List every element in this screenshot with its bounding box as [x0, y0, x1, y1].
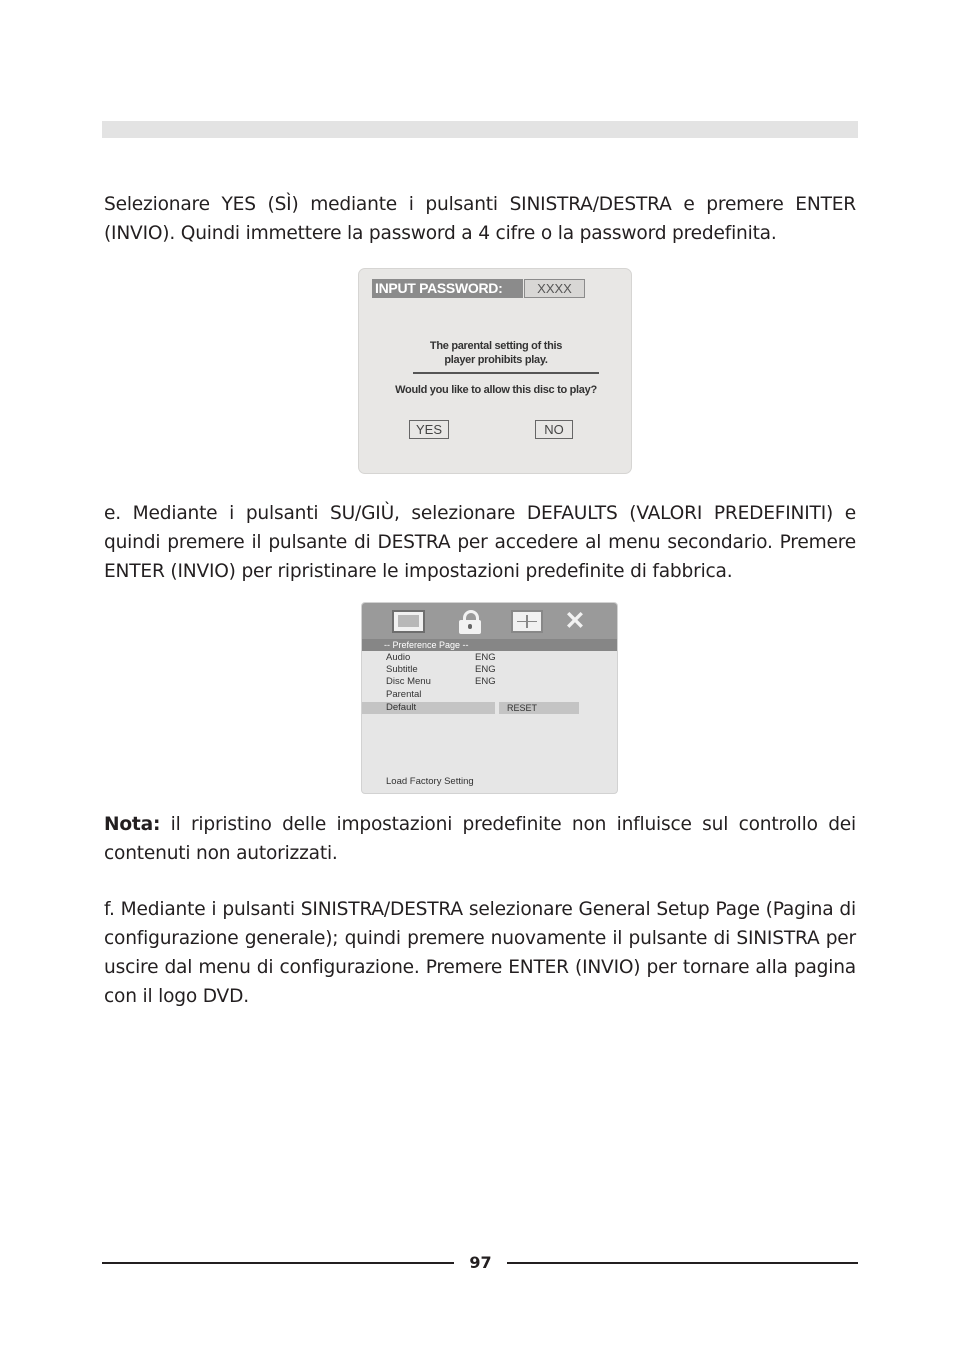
- load-factory-setting-text: Load Factory Setting: [386, 776, 474, 787]
- yes-button: YES: [409, 420, 449, 439]
- paragraph-defaults: e. Mediante i pulsanti SU/GIÙ, selezionare DEFAULTS (VALORI PREDEFINITI) e quindi premere il pulsante di DESTRA per accedere al menu secondario. Premere ENTER (INVIO) per ripristinare le impostazioni predefinite di fabbrica.: [104, 503, 856, 582]
- grid-icon: [511, 610, 543, 633]
- note-label: Nota:: [104, 814, 161, 835]
- row-subtitle: Subtitle ENG: [386, 664, 496, 675]
- paragraph-note: [104, 810, 856, 868]
- row-parental: Parental: [386, 689, 422, 700]
- close-icon: ✕: [564, 607, 586, 635]
- footer-rule-right: [507, 1262, 858, 1264]
- page-number: 97: [469, 1253, 492, 1272]
- preference-page-title: -- Preference Page --: [362, 639, 617, 651]
- row-disc-menu: Disc Menu ENG: [386, 676, 496, 687]
- header-bar: [102, 121, 858, 138]
- row-default: Default: [362, 702, 495, 714]
- note-text: il ripristino delle impostazioni predefinite non influisce sul controllo dei contenuti non autorizzati.: [104, 814, 856, 864]
- parental-message: [379, 339, 613, 367]
- setup-icon-bar: [362, 603, 617, 639]
- paragraph-select-yes: Selezionare YES (SÌ) mediante i pulsanti SINISTRA/DESTRA e premere ENTER (INVIO). Quindi immettere la password a 4 cifre o la password predefinita.: [104, 194, 856, 244]
- preference-page-screenshot: [361, 602, 618, 794]
- parental-message-line2: player prohibits play.: [444, 354, 548, 366]
- no-button: NO: [535, 420, 573, 439]
- reset-option: RESET: [499, 702, 579, 714]
- monitor-icon: [392, 610, 425, 633]
- allow-question: Would you like to allow this disc to play?: [395, 384, 597, 396]
- lock-icon: [459, 610, 481, 633]
- password-value: XXXX: [524, 279, 585, 298]
- password-dialog-screenshot: [358, 268, 632, 474]
- password-label: INPUT PASSWORD:: [372, 279, 523, 298]
- message-divider: [413, 372, 599, 374]
- footer-rule-left: [102, 1262, 454, 1264]
- paragraph-general-setup: f. Mediante i pulsanti SINISTRA/DESTRA selezionare General Setup Page (Pagina di configurazione generale); quindi premere nuovamente il pulsante di SINISTRA per uscire dal menu di configurazione. Premere ENTER (INVIO) per tornare alla pagina con il logo DVD.: [104, 899, 856, 1007]
- parental-message-line1: The parental setting of this: [429, 340, 563, 352]
- row-audio: Audio ENG: [386, 652, 496, 663]
